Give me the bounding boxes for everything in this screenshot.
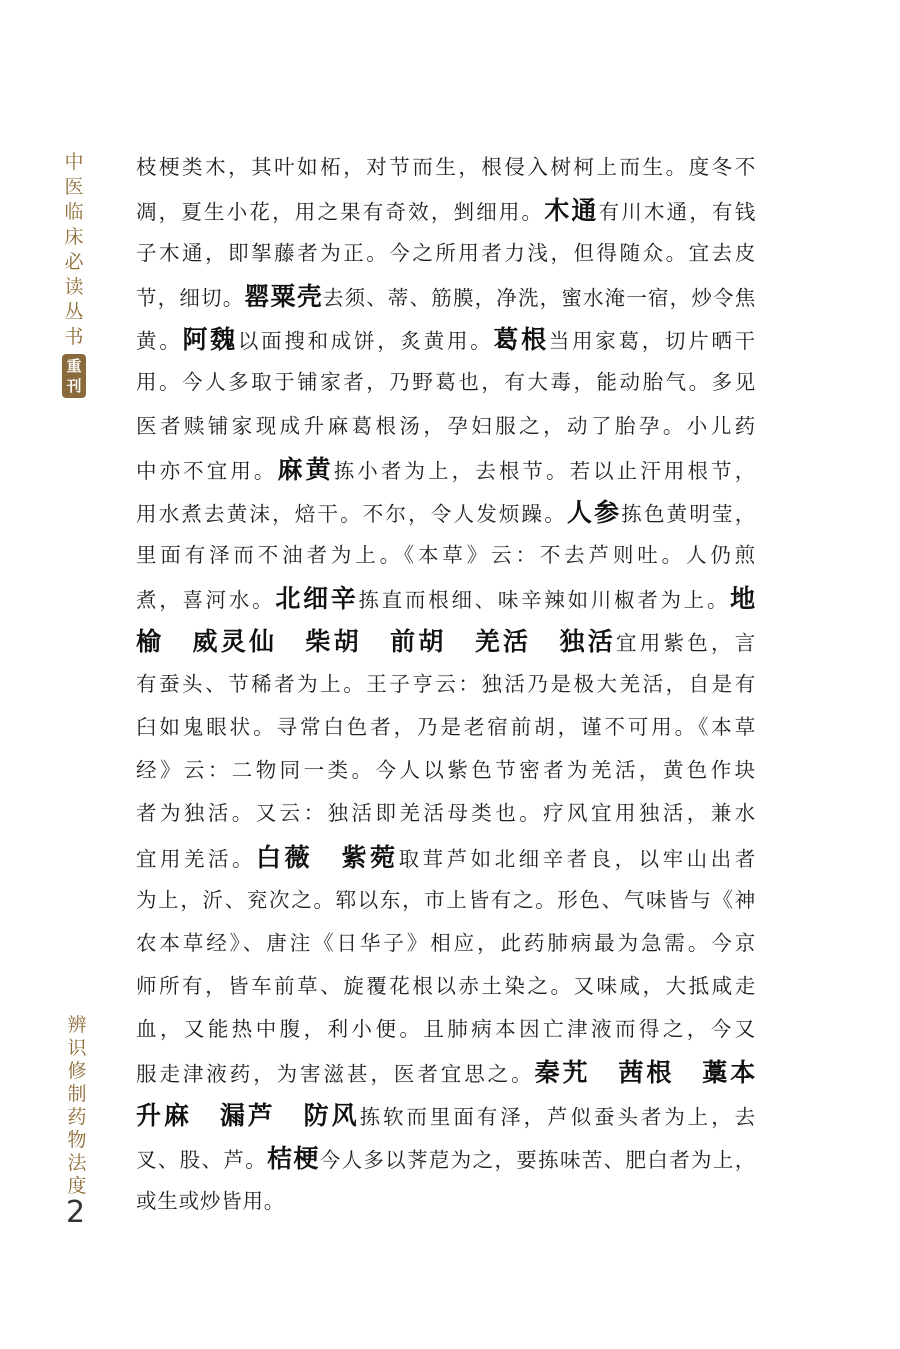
text-line: [136, 1008, 756, 1051]
herb-heading: 罂粟壳: [244, 282, 323, 312]
text-run: 为上，沂、兖次之。郓以东，市上皆有之。形色、气味皆与《神: [136, 887, 756, 912]
body-text: [136, 146, 756, 1223]
text-line: [136, 879, 756, 922]
herb-heading: 木通: [544, 196, 599, 226]
text-line: [136, 361, 756, 404]
text-line: [136, 318, 756, 361]
herb-heading: 地: [730, 583, 756, 613]
text-run: 当用家葛，切片晒干: [548, 329, 756, 354]
text-run: 用。今人多取于铺家者，乃野葛也，有大毒，能动胎气。多见: [136, 370, 756, 395]
herb-heading: 北细辛: [275, 583, 359, 613]
text-line: [136, 922, 756, 965]
text-line: [136, 965, 756, 1008]
text-run: 今人多以荠苨为之，要拣味苦、肥白者为上，: [319, 1148, 756, 1173]
series-title: [62, 150, 86, 398]
text-line: [136, 1051, 756, 1094]
text-line: [136, 663, 756, 706]
seal-char-top: 重: [66, 357, 82, 375]
text-run: 拣直而根细、味辛辣如川椒者为上。: [358, 587, 731, 612]
text-line: [136, 189, 756, 232]
text-run: 拣小者为上，去根节。若以止汗用根节，: [333, 458, 756, 483]
text-line: [136, 448, 756, 491]
text-run: 宜用紫色，言: [616, 631, 756, 656]
text-run: 医者赎铺家现成升麻葛根汤，孕妇服之，动了胎孕。小儿药: [136, 413, 756, 438]
text-run: 有川木通，有钱: [598, 200, 757, 225]
text-line: [136, 232, 756, 275]
text-line: [136, 749, 756, 792]
text-run: 拣色黄明莹，: [621, 501, 756, 526]
text-run: 师所有，皆车前草、旋覆花根以赤土染之。又味咸，大抵咸走: [136, 973, 756, 998]
text-line: [136, 275, 756, 318]
text-run: 枝梗类木，其叶如柘，对节而生，根侵入树柯上而生。度冬不: [136, 155, 756, 179]
text-line: [136, 491, 756, 534]
chapter-title: 辨识修制药物法度: [67, 1014, 87, 1197]
seal-char-bottom: 刊: [66, 377, 82, 395]
text-run: 宜用羌活。: [136, 846, 257, 871]
text-run: 取茸芦如北细辛者良，以牢山出者: [398, 846, 757, 871]
text-line: [136, 405, 756, 448]
text-run: 中亦不宜用。: [136, 458, 278, 483]
text-run: 用水煮去黄沫，焙干。不尔，令人发烦躁。: [136, 501, 567, 526]
herb-heading: 葛根: [493, 325, 549, 355]
text-run: 血，又能热中腹，利小便。且肺病本因亡津液而得之，今又: [136, 1016, 756, 1041]
text-run: 煮，喜河水。: [136, 587, 276, 612]
text-run: 里面有泽而不油者为上。《本草》云：不去芦则吐。人仍煎: [136, 542, 756, 567]
text-run: 叉、股、芦。: [136, 1148, 268, 1173]
herb-heading: 麻黄: [277, 454, 334, 484]
text-line: [136, 534, 756, 577]
text-run: 经》云：二物同一类。今人以紫色节密者为羌活，黄色作块: [136, 758, 756, 783]
text-run: 服走津液药，为害滋甚，医者宜思之。: [136, 1061, 535, 1086]
text-line: [136, 836, 756, 879]
text-run: 节，细切。: [136, 286, 245, 311]
text-run: 或生或炒皆用。: [136, 1189, 286, 1214]
herb-heading: 榆 威灵仙 柴胡 前胡 羌活 独活: [136, 627, 617, 657]
herb-heading: 桔梗: [267, 1144, 320, 1174]
page-number: 2: [66, 1195, 86, 1230]
text-run: 凋，夏生小花，用之果有奇效，剉细用。: [136, 200, 545, 225]
text-line: [136, 706, 756, 749]
text-run: 子木通，即挐藤者为正。今之所用者力浅，但得随众。宜去皮: [136, 241, 756, 266]
herb-heading: 阿魏: [182, 325, 238, 355]
text-run: 农本草经》、唐注《日华子》相应，此药肺病最为急需。今京: [136, 930, 756, 955]
herb-heading: 升麻 漏芦 防风: [136, 1101, 360, 1131]
text-line: [136, 1094, 756, 1137]
herb-heading: 白薇 紫菀: [256, 842, 399, 872]
text-run: 臼如鬼眼状。寻常白色者，乃是老宿前胡，谨不可用。《本草: [136, 715, 756, 740]
text-run: 以面搜和成饼，炙黄用。: [237, 329, 494, 354]
herb-heading: 人参: [566, 497, 622, 527]
text-run: 有蚕头、节稀者为上。王子亨云：独活乃是极大羌活，自是有: [136, 672, 756, 697]
reprint-seal: [62, 354, 86, 398]
text-line: [136, 620, 756, 663]
text-run: 者为独活。又云：独活即羌活母类也。疗风宜用独活，兼水: [136, 801, 756, 826]
text-line: [136, 792, 756, 835]
text-run: 黄。: [136, 329, 183, 354]
text-line: [136, 1180, 756, 1223]
text-run: 拣软而里面有泽，芦似蚕头者为上，去: [359, 1105, 756, 1130]
text-line: [136, 146, 756, 189]
herb-heading: 秦艽 茜根 藁本: [534, 1057, 756, 1087]
text-line: [136, 577, 756, 620]
text-run: 去须、蒂、筋膜，净洗，蜜水淹一宿，炒令焦: [322, 286, 757, 311]
text-line: [136, 1137, 756, 1180]
series-title-text: 中医临床必读丛书: [64, 151, 84, 348]
